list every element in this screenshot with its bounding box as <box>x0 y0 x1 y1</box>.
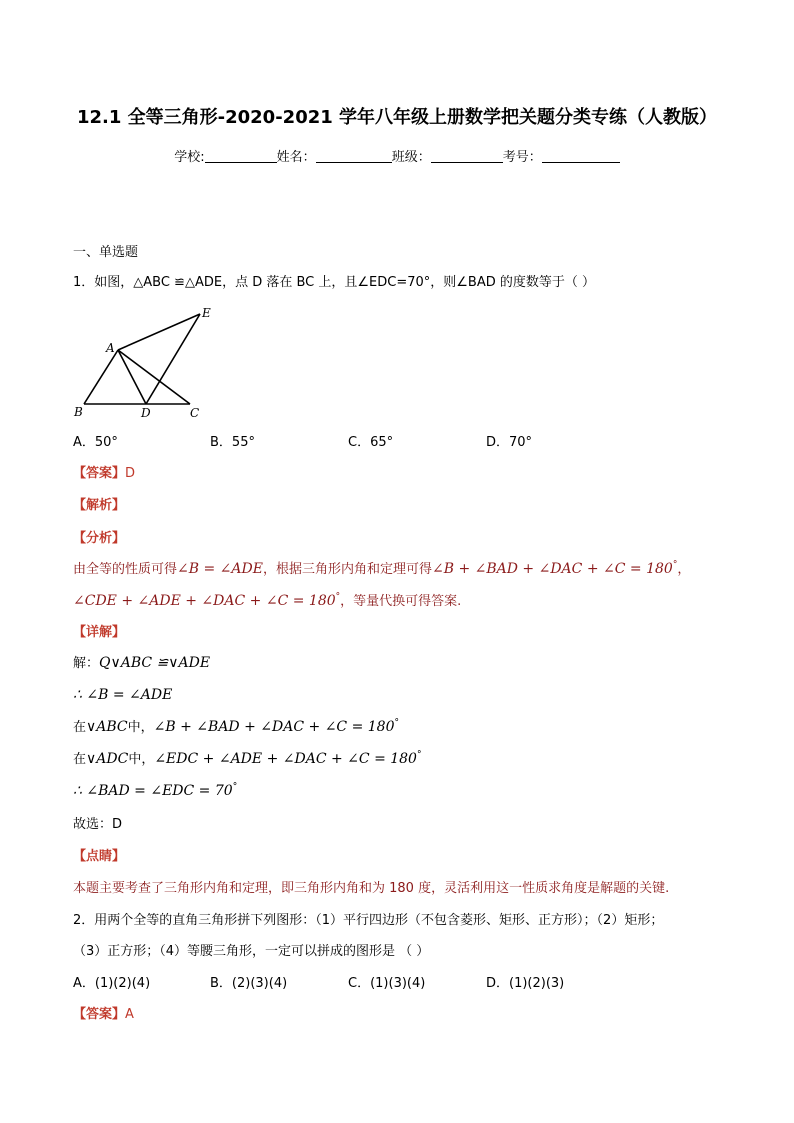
detail-text-4b: 中， <box>128 752 155 767</box>
segment-ad <box>118 350 146 404</box>
exam-no-label: 考号： <box>502 150 542 165</box>
q2-option-d: D．(1)(2)(3) <box>486 976 565 991</box>
q1-option-b: B．55° <box>210 435 255 450</box>
q2-option-b: B．(2)(3)(4) <box>210 976 288 991</box>
label-b: B <box>74 405 83 419</box>
detail-line-4 <box>73 748 421 767</box>
fenxi-math-1b: ∠B + ∠BAD + ∠DAC + ∠C = 180 <box>431 561 673 577</box>
exam-no-blank <box>542 149 620 163</box>
fenxi-text-1a: 由全等的性质可得 <box>73 562 178 577</box>
degree-mark: ° <box>672 560 678 570</box>
page-title: 12.1 全等三角形-2020-2021 学年八年级上册数学把关题分类专练（人教版） <box>76 107 718 128</box>
detail-text-3a: 在 <box>73 720 87 735</box>
degree-mark: ° <box>416 750 422 760</box>
label-a: A <box>106 341 115 355</box>
segment-ac <box>118 350 190 404</box>
q1-option-a: A．50° <box>73 435 118 450</box>
q1-answer-row <box>73 462 135 481</box>
q1-option-d: D．70° <box>486 435 533 450</box>
class-label: 班级： <box>391 150 431 165</box>
segment-ae <box>118 314 200 350</box>
choose-line: 故选：D <box>73 817 123 832</box>
answer-tag: 【答案】 <box>73 1007 126 1022</box>
detail-line-2 <box>73 684 172 703</box>
segment-ab <box>84 350 118 404</box>
label-e: E <box>202 306 211 320</box>
fenxi-text-2b: ，等量代换可得答案. <box>340 594 462 609</box>
degree-mark: ° <box>335 592 341 602</box>
analysis-tag: 【解析】 <box>73 498 126 513</box>
detail-math-1: Q∨ABC ≌∨ADE <box>99 655 211 671</box>
name-label: 姓名： <box>276 150 316 165</box>
detail-text-4a: 在 <box>73 752 87 767</box>
q1-triangle-figure <box>70 300 230 425</box>
detail-line-5 <box>73 780 237 799</box>
detail-math-2: ∴ ∠B = ∠ADE <box>73 687 173 703</box>
q2-answer-value: A <box>125 1007 134 1022</box>
answer-tag: 【答案】 <box>73 466 126 481</box>
school-label: 学校: <box>174 150 205 165</box>
fenxi-math-1a: ∠B = ∠ADE <box>177 561 263 577</box>
comment-tag: 【点睛】 <box>73 849 126 864</box>
detail-math-4b: ∠EDC + ∠ADE + ∠DAC + ∠C = 180 <box>154 751 417 767</box>
detail-math-3b: ∠B + ∠BAD + ∠DAC + ∠C = 180 <box>153 719 395 735</box>
detail-math-3a: ∨ABC <box>86 719 128 735</box>
section-heading: 一、单选题 <box>73 245 139 260</box>
q2-stem-line-2: （3）正方形；（4）等腰三角形，一定可以拼成的图形是 （ ） <box>73 944 430 959</box>
detail-math-5: ∴ ∠BAD = ∠EDC = 70 <box>73 783 233 799</box>
comment-text: 本题主要考查了三角形内角和定理，即三角形内角和为 180 度，灵活利用这一性质求角度是解题的关键. <box>73 881 670 896</box>
school-blank <box>205 149 277 163</box>
fenxi-text-1b: ，根据三角形内角和定理可得 <box>262 562 432 577</box>
detail-line-3 <box>73 716 399 735</box>
detail-text-1: 解： <box>73 656 100 671</box>
label-c: C <box>190 406 200 420</box>
fenxi-tag: 【分析】 <box>73 531 126 546</box>
detail-text-3b: 中， <box>127 720 154 735</box>
degree-mark: ° <box>232 782 238 792</box>
fenxi-line-1: 由全等的性质可得∠B = ∠ADE，根据三角形内角和定理可得∠B + ∠BAD + ∠DAC + ∠C = 180°， <box>73 560 691 577</box>
fenxi-line-2 <box>73 590 461 609</box>
q1-option-c: C．65° <box>348 435 394 450</box>
q2-option-c: C．(1)(3)(4) <box>348 976 426 991</box>
detail-math-4a: ∨ADC <box>86 751 129 767</box>
degree-mark: ° <box>394 718 399 728</box>
q2-stem-line-1: 2．用两个全等的直角三角形拼下列图形：（1）平行四边形（不包含菱形、矩形、正方形）；（2）矩形； <box>73 913 664 928</box>
q1-stem: 1．如图，△ABC ≌△ADE，点 D 落在 BC 上，且∠EDC=70°，则∠BAD 的度数等于（ ） <box>73 275 596 290</box>
fenxi-math-2: ∠CDE + ∠ADE + ∠DAC + ∠C = 180 <box>73 593 336 609</box>
q1-answer-value: D <box>125 466 136 481</box>
detail-tag: 【详解】 <box>73 625 126 640</box>
student-info-line <box>0 146 794 165</box>
q2-option-a: A．(1)(2)(4) <box>73 976 151 991</box>
name-blank <box>316 149 392 163</box>
label-d: D <box>141 406 151 420</box>
detail-line-1 <box>73 652 210 671</box>
class-blank <box>431 149 503 163</box>
q2-answer-row <box>73 1003 134 1022</box>
